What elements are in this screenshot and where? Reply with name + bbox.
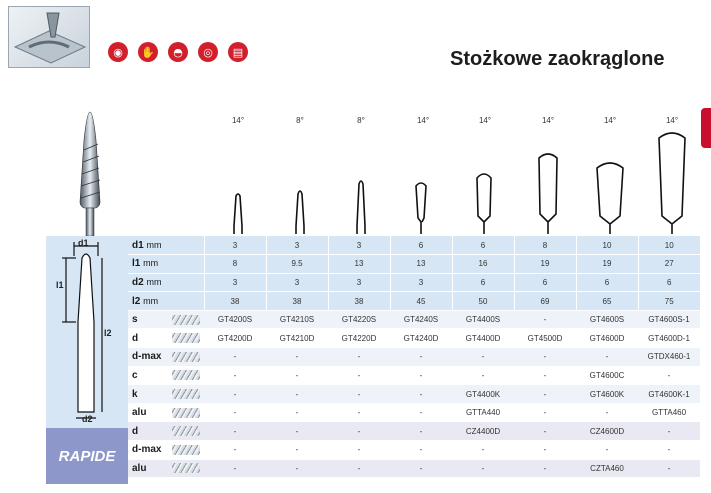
cut-texture [172,459,204,478]
angle-label: 14° [665,116,679,125]
table-row [128,310,700,329]
part-number: CZTA460 [576,459,638,478]
table-cell: 38 [328,292,390,311]
part-number: - [514,403,576,422]
part-number: GT4600D [576,329,638,348]
drawing-label-l1: l1 [56,280,64,290]
part-number: - [266,366,328,385]
part-number: - [328,441,390,460]
part-number: GT4500D [514,329,576,348]
part-number: GT4210S [266,310,328,329]
tool-profile [539,154,557,234]
part-number: - [452,459,514,478]
part-number: - [576,348,638,367]
part-number: - [638,459,700,478]
angle-label: 8° [357,116,365,125]
part-number: - [390,459,452,478]
part-number: - [576,403,638,422]
part-number: GT4200D [204,329,266,348]
manual-icon: ▤ [228,42,248,62]
part-number: - [638,441,700,460]
part-number: - [390,385,452,404]
tool-profile [597,163,623,234]
table-cell: 10 [638,236,700,255]
part-number: - [390,403,452,422]
part-number: GT4400D [452,329,514,348]
row-label: d-max [128,441,172,460]
part-number: - [328,403,390,422]
part-number: GT4220D [328,329,390,348]
table-cell: 6 [452,273,514,292]
part-number: GTTA460 [638,403,700,422]
tool-profile [477,174,491,234]
part-number: - [514,441,576,460]
part-number: - [514,422,576,441]
table-cell: 10 [576,236,638,255]
row-label: d [128,422,172,441]
safety-icons [108,42,248,62]
spec-table [128,236,700,478]
part-number: - [204,422,266,441]
table-cell: 3 [266,273,328,292]
ear-protection-icon: ◉ [108,42,128,62]
drawing-label-l2: l2 [104,328,112,338]
part-number: - [266,385,328,404]
tool-profile [659,133,685,234]
table-row [128,441,700,460]
part-number: - [390,348,452,367]
table-row [128,403,700,422]
row-label: alu [128,403,172,422]
part-number: GT4600K [576,385,638,404]
part-number: - [452,441,514,460]
cut-texture [172,310,204,329]
part-number: - [390,422,452,441]
part-number: GT4220S [328,310,390,329]
table-row [128,348,700,367]
drawing-label-d2: d2 [82,414,93,424]
cut-texture [172,366,204,385]
table-cell: 3 [204,236,266,255]
table-row [128,422,700,441]
table-row [128,292,700,311]
angle-label: 14° [416,116,430,125]
part-number: - [514,385,576,404]
table-row [128,273,700,292]
helmet-icon: ◓ [168,42,188,62]
table-cell: 69 [514,292,576,311]
table-row [128,236,700,255]
table-cell: 38 [266,292,328,311]
part-number: - [390,366,452,385]
part-number: GT4240D [390,329,452,348]
table-row [128,385,700,404]
rapide-label: RAPIDE [46,428,128,484]
part-number: - [514,366,576,385]
part-number: GT4600K-1 [638,385,700,404]
angle-label: 14° [541,116,555,125]
row-label: l1 mm [128,255,204,274]
tool-profile [357,181,365,234]
part-number: - [576,441,638,460]
part-number: - [328,385,390,404]
angle-label: 14° [231,116,245,125]
table-cell: 13 [390,255,452,274]
part-number: CZ4600D [576,422,638,441]
table-cell: 13 [328,255,390,274]
angle-label: 8° [296,116,304,125]
table-cell: 19 [514,255,576,274]
cut-texture [172,348,204,367]
part-number: GT4600C [576,366,638,385]
part-number: - [266,403,328,422]
part-number: CZ4400D [452,422,514,441]
table-cell: 3 [328,273,390,292]
table-row [128,329,700,348]
row-label: d [128,329,172,348]
part-number: - [204,403,266,422]
gloves-icon: ✋ [138,42,158,62]
row-label: s [128,310,172,329]
row-label: c [128,366,172,385]
table-cell: 8 [204,255,266,274]
part-number: - [204,348,266,367]
part-number: - [638,422,700,441]
tool-profiles [0,130,711,236]
part-number: - [204,441,266,460]
table-cell: 75 [638,292,700,311]
part-number: - [452,366,514,385]
table-cell: 6 [514,273,576,292]
row-label: d1 mm [128,236,204,255]
tool-profile [416,183,426,234]
part-number: GT4600S [576,310,638,329]
table-cell: 65 [576,292,638,311]
part-number: - [204,459,266,478]
table-cell: 3 [390,273,452,292]
row-label: d2 mm [128,273,204,292]
part-number: - [514,459,576,478]
table-cell: 27 [638,255,700,274]
part-number: - [204,385,266,404]
table-cell: 3 [266,236,328,255]
part-number: - [514,348,576,367]
table-cell: 8 [514,236,576,255]
tool-profile [234,194,242,234]
table-cell: 6 [576,273,638,292]
dimension-drawing-panel [46,236,128,429]
table-cell: 50 [452,292,514,311]
part-number: - [452,348,514,367]
angle-label: 14° [478,116,492,125]
table-cell: 6 [390,236,452,255]
table-cell: 9.5 [266,255,328,274]
table-cell: 45 [390,292,452,311]
part-number: GT4400K [452,385,514,404]
part-number: GT4210D [266,329,328,348]
cut-texture [172,385,204,404]
part-number: GTTA440 [452,403,514,422]
tool-profile [296,191,304,234]
table-cell: 19 [576,255,638,274]
table-cell: 6 [638,273,700,292]
row-label: d-max [128,348,172,367]
table-cell: 16 [452,255,514,274]
cut-texture [172,403,204,422]
part-number: - [638,366,700,385]
table-row [128,255,700,274]
part-number: - [390,441,452,460]
part-number: - [514,310,576,329]
part-number: - [266,441,328,460]
cut-texture [172,329,204,348]
part-number: - [266,459,328,478]
row-label: l2 mm [128,292,204,311]
part-number: GT4600D-1 [638,329,700,348]
part-number: - [328,459,390,478]
cut-texture [172,422,204,441]
cut-texture [172,441,204,460]
part-number: GT4240S [390,310,452,329]
application-thumbnail [8,6,90,68]
page-title: Stożkowe zaokrąglone [450,48,665,70]
row-label: alu [128,459,172,478]
part-number: - [204,366,266,385]
table-cell: 3 [204,273,266,292]
part-number: - [266,348,328,367]
table-cell: 6 [452,236,514,255]
table-row [128,366,700,385]
part-number: - [328,422,390,441]
part-number: - [328,348,390,367]
part-number: GTDX460-1 [638,348,700,367]
part-number: GT4200S [204,310,266,329]
part-number: - [266,422,328,441]
angle-label: 14° [603,116,617,125]
row-label: k [128,385,172,404]
table-row [128,459,700,478]
table-cell: 3 [328,236,390,255]
face-mask-icon: ◎ [198,42,218,62]
part-number: GT4600S-1 [638,310,700,329]
part-number: - [328,366,390,385]
part-number: GT4400S [452,310,514,329]
drawing-label-d1: d1 [78,238,89,248]
angles-row [0,116,711,130]
table-cell: 38 [204,292,266,311]
